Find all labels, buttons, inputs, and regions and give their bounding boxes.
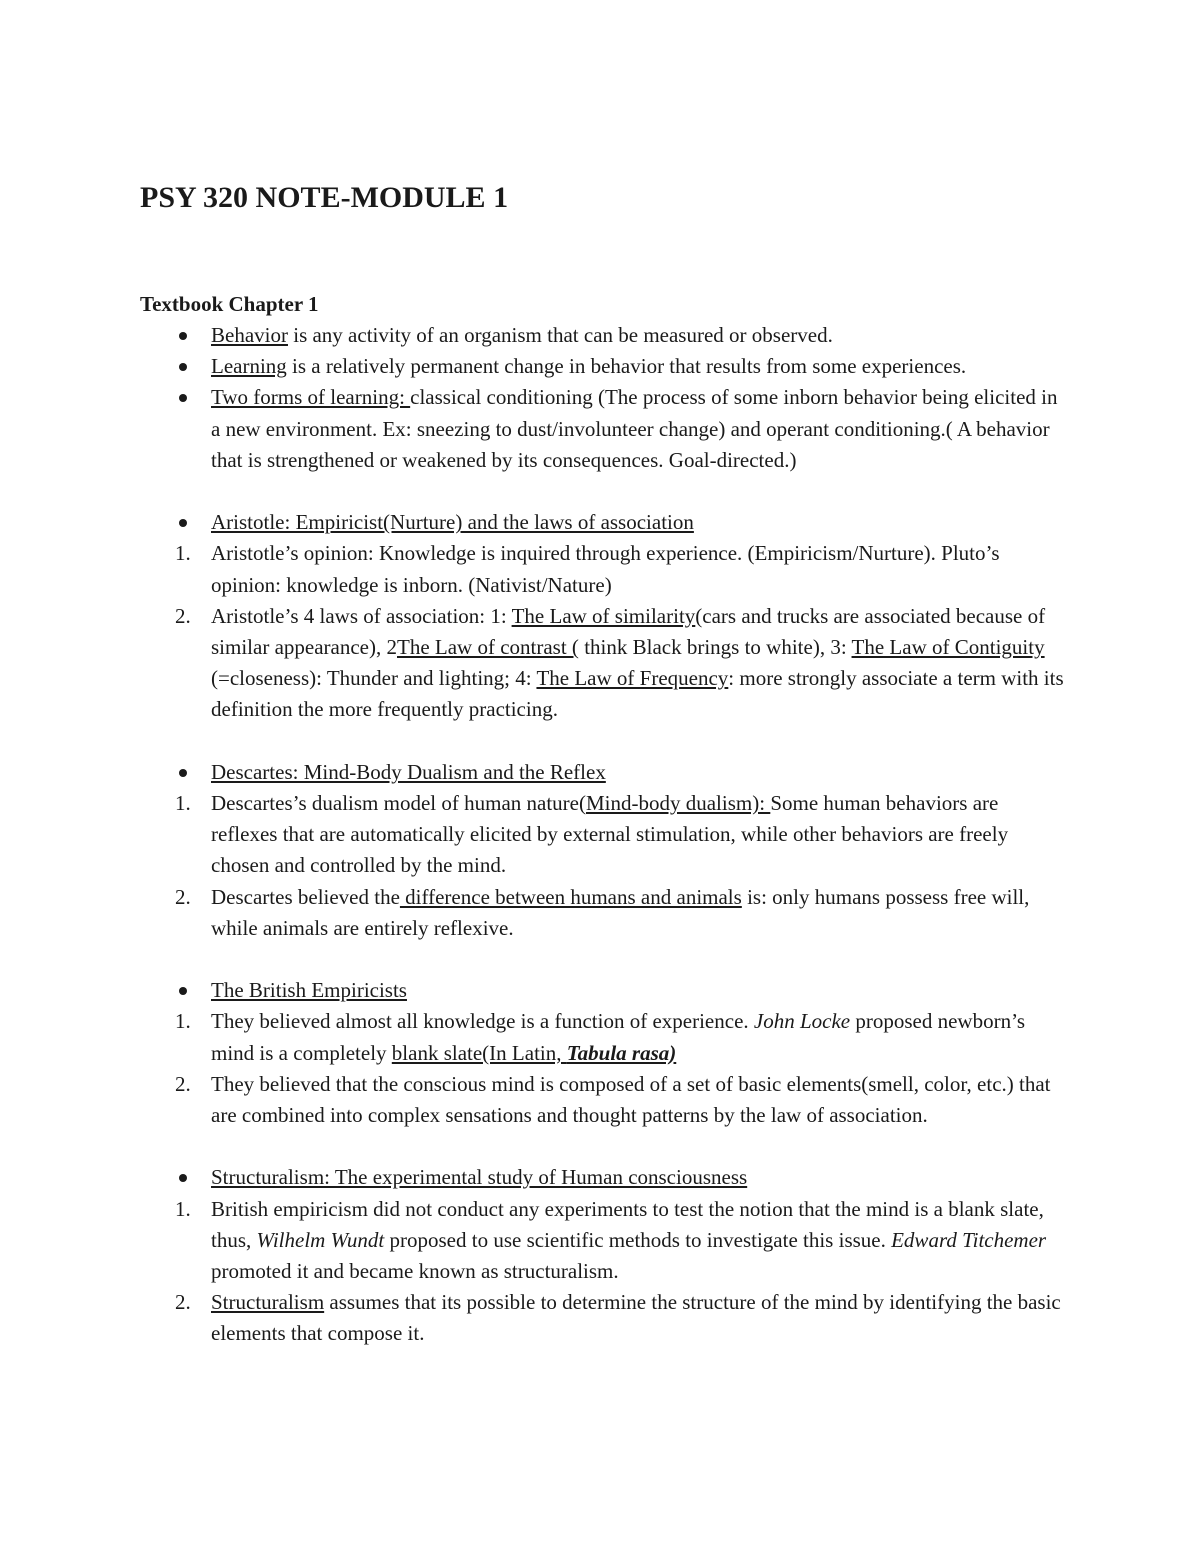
list-item xyxy=(140,601,1070,726)
bullet-dot-icon xyxy=(179,987,187,995)
text-run: promoted it and became known as structuralism. xyxy=(211,1259,619,1284)
bullet-dot-icon xyxy=(179,1174,187,1182)
list-item xyxy=(140,1006,1070,1068)
law-contiguity: The Law of Contiguity xyxy=(851,635,1045,660)
text-run: proposed newborn’s mind is a completely xyxy=(211,1009,1026,1065)
bullet-behavior xyxy=(140,320,1070,351)
list-number: 1. xyxy=(175,541,191,566)
list-item xyxy=(140,1069,1070,1131)
spacer xyxy=(140,476,1070,507)
text-run: Aristotle’s 4 laws of association: 1: xyxy=(211,603,512,628)
bullet-dot-icon xyxy=(179,394,187,402)
heading-aristotle xyxy=(140,507,1070,538)
heading-structuralism xyxy=(140,1162,1070,1193)
spacer xyxy=(140,1131,1070,1162)
bullet-dot-icon xyxy=(179,519,187,527)
list-item xyxy=(140,1287,1070,1349)
text-run: British empiricism did not conduct any experiments to test the notion that the mind is a blank slate, thus, xyxy=(211,1196,1044,1252)
list-item xyxy=(140,882,1070,944)
list-item-text: Aristotle’s opinion: Knowledge is inquired through experience. (Empiricism/Nurture). Pluto’s opinion: knowledge is inborn. (Nativist/Nature) xyxy=(211,541,1000,597)
name-john-locke: John Locke xyxy=(753,1009,851,1034)
list-number: 2. xyxy=(175,1071,191,1096)
list-item xyxy=(140,788,1070,882)
law-contrast: The Law of contrast ( xyxy=(397,635,579,660)
law-frequency: The Law of Frequency xyxy=(536,666,729,691)
list-item xyxy=(140,538,1070,600)
spacer xyxy=(140,726,1070,757)
notes-content xyxy=(140,320,1070,1350)
heading-descartes xyxy=(140,757,1070,788)
text-run: They believed almost all knowledge is a function of experience. xyxy=(211,1009,754,1034)
list-number: 1. xyxy=(175,1196,191,1221)
text-run: (=closeness): Thunder and lighting; 4: xyxy=(211,666,537,691)
heading-text: Aristotle: Empiricist(Nurture) and the laws of association xyxy=(211,510,694,535)
term-two-forms: Two forms of learning: xyxy=(211,385,411,410)
heading-british-empiricists xyxy=(140,975,1070,1006)
name-edward-titchemer: Edward Titchemer xyxy=(891,1227,1047,1252)
page-title: PSY 320 NOTE-MODULE 1 xyxy=(140,181,509,214)
text-run: Descartes’s dualism model of human nature( xyxy=(211,791,586,816)
bullet-learning xyxy=(140,351,1070,382)
list-number: 1. xyxy=(175,1009,191,1034)
term-learning: Learning xyxy=(211,354,287,379)
bullet-dot-icon xyxy=(179,332,187,340)
definition-two-forms: classical conditioning (The process of some inborn behavior being elicited in a new environment. Ex: sneezing to dust/involunteer change) and operant conditioning.( A behavior that is strengthened or weakened by its consequences. Goal-directed.) xyxy=(211,385,1058,472)
name-wilhelm-wundt: Wilhelm Wundt xyxy=(256,1227,385,1252)
definition-learning: is a relatively permanent change in behavior that results from some experiences. xyxy=(286,354,967,379)
bullet-dot-icon xyxy=(179,363,187,371)
text-run: Some human behaviors are reflexes that are automatically elicited by external stimulation, while other behaviors are freely chosen and controlled by the mind. xyxy=(211,791,1009,878)
term-structuralism: Structuralism xyxy=(211,1290,325,1315)
list-item xyxy=(140,1194,1070,1288)
bullet-dot-icon xyxy=(179,769,187,777)
section-subtitle: Textbook Chapter 1 xyxy=(140,292,319,316)
text-run: is: only humans possess free will, while animals are entirely reflexive. xyxy=(211,884,1030,940)
text-run: assumes that its possible to determine the structure of the mind by identifying the basic elements that compose it. xyxy=(211,1290,1061,1346)
list-number: 1. xyxy=(175,791,191,816)
definition-behavior: is any activity of an organism that can be measured or observed. xyxy=(287,323,833,347)
text-run: Descartes believed the xyxy=(211,884,400,909)
heading-text: Structuralism: The experimental study of Human consciousness xyxy=(211,1165,748,1190)
law-similarity: The Law of similarity xyxy=(511,603,696,628)
list-number: 2. xyxy=(175,884,191,909)
list-number: 2. xyxy=(175,1290,191,1315)
term-blank-slate: blank slate(In Latin, xyxy=(391,1040,567,1065)
spacer xyxy=(140,944,1070,975)
term-behavior: Behavior xyxy=(211,323,288,347)
heading-text: Descartes: Mind-Body Dualism and the Reflex xyxy=(211,759,606,784)
bullet-two-forms xyxy=(140,382,1070,476)
list-item-text: They believed that the conscious mind is composed of a set of basic elements(smell, color, etc.) that are combined into complex sensations and thought patterns by the law of association. xyxy=(211,1071,1051,1128)
text-run: : more strongly associate a term with its definition the more frequently practicing. xyxy=(211,666,1064,722)
list-number: 2. xyxy=(175,603,191,628)
text-run: think Black brings to white), 3: xyxy=(578,635,852,660)
heading-text: The British Empiricists xyxy=(211,978,407,1003)
term-difference: difference between humans and animals xyxy=(399,884,742,909)
term-mind-body-dualism: Mind-body dualism): xyxy=(585,791,771,816)
term-tabula-rasa: Tabula rasa) xyxy=(566,1040,677,1065)
text-run: (cars and trucks are associated because of similar appearance), 2 xyxy=(211,603,1046,660)
text-run: proposed to use scientific methods to investigate this issue. xyxy=(384,1227,892,1252)
